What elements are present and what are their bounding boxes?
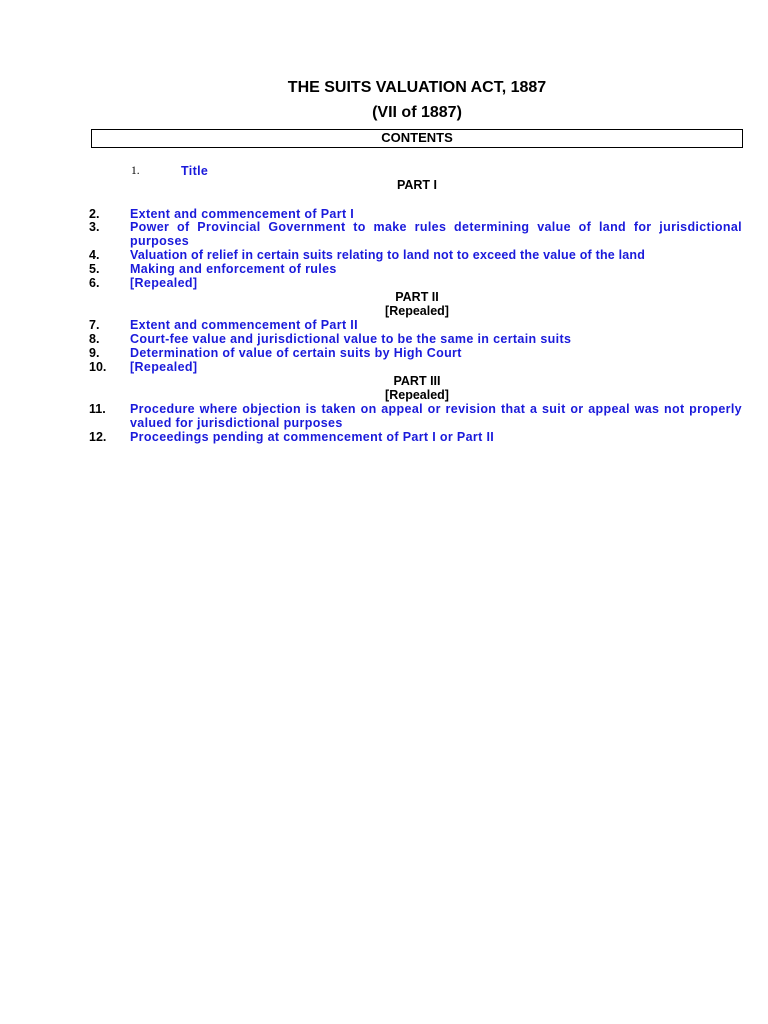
part-heading-ii: PART II	[395, 290, 439, 304]
toc-entry-link[interactable]: Court-fee value and jurisdictional value to be the same in certain suits	[130, 332, 572, 346]
toc-entry-number: 10.	[89, 360, 107, 374]
toc-entry-link[interactable]: Making and enforcement of rules	[130, 262, 337, 276]
toc-entry-link[interactable]: Procedure where objection is taken on appeal or revision that a suit or appeal was not properly valued for jurisdictional purposes	[130, 402, 742, 430]
toc-entry-number: 11.	[89, 402, 106, 416]
toc-entry-number: 9.	[89, 346, 100, 360]
toc-entry-number: 5.	[89, 262, 100, 276]
toc-entry-link[interactable]: Proceedings pending at commencement of Part I or Part II	[130, 430, 495, 444]
toc-entry-number: 8.	[89, 332, 100, 346]
toc-entry-link[interactable]: Extent and commencement of Part I	[130, 207, 355, 221]
part-note-ii: [Repealed]	[385, 304, 449, 318]
part-note-iii: [Repealed]	[385, 388, 449, 402]
toc-entry-link[interactable]: Extent and commencement of Part II	[130, 318, 358, 332]
toc-entry-number: 1.	[131, 165, 140, 177]
toc-entry-link[interactable]: [Repealed]	[130, 360, 198, 374]
page-title: THE SUITS VALUATION ACT, 1887	[287, 79, 547, 96]
toc-entry-link[interactable]: Determination of value of certain suits by High Court	[130, 346, 462, 360]
contents-heading: CONTENTS	[91, 129, 743, 148]
toc-entry-link[interactable]: Title	[181, 164, 209, 178]
toc-entry-link[interactable]: [Repealed]	[130, 276, 198, 290]
toc-entry-link[interactable]: Valuation of relief in certain suits relating to land not to exceed the value of the land	[130, 248, 646, 262]
part-heading-i: PART I	[396, 178, 438, 192]
toc-entry-number: 3.	[89, 220, 100, 234]
page-subtitle: (VII of 1887)	[372, 104, 462, 121]
toc-entry-number: 12.	[89, 430, 107, 444]
toc-entry-number: 2.	[89, 207, 100, 221]
toc-entry-link[interactable]: Power of Provincial Government to make rules determining value of land for jurisdictional purposes	[130, 220, 742, 248]
part-heading-iii: PART III	[393, 374, 441, 388]
toc-entry-number: 7.	[89, 318, 100, 332]
toc-entry-number: 4.	[89, 248, 100, 262]
toc-entry-number: 6.	[89, 276, 100, 290]
